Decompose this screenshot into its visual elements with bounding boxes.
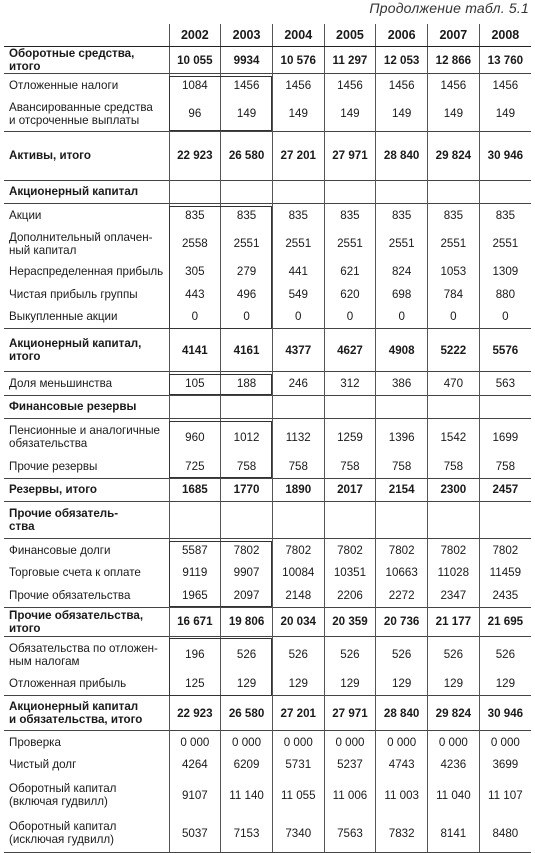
value-cell: 22 923 xyxy=(169,696,221,731)
value-cell: 526 xyxy=(376,636,428,673)
value-cell: 21 695 xyxy=(479,607,531,636)
value-cell: 1685 xyxy=(169,478,221,502)
table-row xyxy=(4,455,531,478)
value-cell: 105 xyxy=(169,372,221,396)
value-cell: 27 971 xyxy=(324,696,376,731)
value-cell: 1456 xyxy=(479,74,531,97)
row-label: Финансовые резервы xyxy=(4,395,169,419)
table-row xyxy=(4,372,531,396)
value-cell: 305 xyxy=(169,261,221,284)
value-cell: 12 866 xyxy=(428,47,480,74)
value-cell: 279 xyxy=(221,261,273,284)
value-cell: 9107 xyxy=(169,776,221,814)
value-cell: 526 xyxy=(324,636,376,673)
value-cell: 246 xyxy=(272,372,324,396)
value-cell: 1456 xyxy=(376,74,428,97)
row-label: Оборотный капитал (исключая гудвилл) xyxy=(4,814,169,853)
value-cell: 1456 xyxy=(272,74,324,97)
value-cell: 19 806 xyxy=(221,607,273,636)
value-cell: 20 034 xyxy=(272,607,324,636)
table-row xyxy=(4,204,531,227)
value-cell: 11 107 xyxy=(479,776,531,814)
row-label: Резервы, итого xyxy=(4,478,169,502)
value-cell: 4161 xyxy=(221,329,273,372)
year-header: 2004 xyxy=(272,24,324,47)
year-header: 2008 xyxy=(479,24,531,47)
value-cell: 2272 xyxy=(376,584,428,607)
value-cell: 5037 xyxy=(169,814,221,853)
value-cell: 11 003 xyxy=(376,776,428,814)
balance-table-container xyxy=(4,24,531,853)
value-cell: 9907 xyxy=(221,562,273,585)
value-cell xyxy=(479,395,531,419)
value-cell: 0 xyxy=(221,306,273,329)
value-cell: 1770 xyxy=(221,478,273,502)
value-cell: 2347 xyxy=(428,584,480,607)
value-cell: 7802 xyxy=(324,539,376,562)
header-label-cell xyxy=(4,24,169,47)
row-label: Авансированные средства и отсроченные выплаты xyxy=(9,100,153,127)
value-cell xyxy=(272,502,324,539)
value-cell: 2551 xyxy=(221,227,273,261)
table-row xyxy=(4,395,531,419)
value-cell: 1012 xyxy=(221,419,273,456)
value-cell xyxy=(428,502,480,539)
value-cell: 4236 xyxy=(428,754,480,777)
value-cell: 26 580 xyxy=(221,131,273,180)
value-cell xyxy=(479,502,531,539)
value-cell: 30 946 xyxy=(479,131,531,180)
value-cell: 758 xyxy=(428,455,480,478)
value-cell: 26 580 xyxy=(221,696,273,731)
table-row xyxy=(4,814,531,853)
value-cell: 28 840 xyxy=(376,696,428,731)
value-cell: 96 xyxy=(169,97,221,132)
row-label: Чистый долг xyxy=(9,758,77,772)
value-cell: 4141 xyxy=(169,329,221,372)
value-cell: 526 xyxy=(272,636,324,673)
value-cell xyxy=(272,180,324,204)
value-cell: 2551 xyxy=(428,227,480,261)
value-cell: 1890 xyxy=(272,478,324,502)
value-cell: 441 xyxy=(272,261,324,284)
table-row xyxy=(4,584,531,607)
value-cell: 835 xyxy=(169,204,221,227)
value-cell: 2551 xyxy=(272,227,324,261)
value-cell: 620 xyxy=(324,283,376,306)
value-cell: 22 923 xyxy=(169,131,221,180)
value-cell: 7153 xyxy=(221,814,273,853)
value-cell: 1396 xyxy=(376,419,428,456)
value-cell: 30 946 xyxy=(479,696,531,731)
value-cell: 20 736 xyxy=(376,607,428,636)
value-cell: 880 xyxy=(479,283,531,306)
value-cell: 1456 xyxy=(221,74,273,97)
value-cell xyxy=(376,395,428,419)
value-cell: 835 xyxy=(272,204,324,227)
table-row xyxy=(4,562,531,585)
table-row xyxy=(4,696,531,731)
value-cell: 2300 xyxy=(428,478,480,502)
value-cell: 4908 xyxy=(376,329,428,372)
table-row xyxy=(4,478,531,502)
row-label: Прочие обязательства, итого xyxy=(4,607,169,636)
value-cell: 7802 xyxy=(221,539,273,562)
row-label: Нераспределенная прибыль xyxy=(9,265,164,279)
value-cell: 0 000 xyxy=(479,731,531,754)
value-cell: 2551 xyxy=(324,227,376,261)
value-cell: 4264 xyxy=(169,754,221,777)
value-cell: 7832 xyxy=(376,814,428,853)
year-header: 2002 xyxy=(169,24,221,47)
row-label: Пенсионные и аналогичные обязательства xyxy=(4,419,169,456)
value-cell: 188 xyxy=(221,372,273,396)
value-cell: 129 xyxy=(376,673,428,696)
row-label: Дополнительный оплачен- ный капитал xyxy=(9,230,153,257)
value-cell: 1699 xyxy=(479,419,531,456)
value-cell: 12 053 xyxy=(376,47,428,74)
row-label: Прочие обязательства xyxy=(9,588,131,602)
value-cell: 2457 xyxy=(479,478,531,502)
value-cell: 621 xyxy=(324,261,376,284)
table-row xyxy=(4,731,531,754)
value-cell: 129 xyxy=(324,673,376,696)
table-row xyxy=(4,261,531,284)
row-label: Оборотный капитал (включая гудвилл) xyxy=(9,782,117,808)
value-cell: 4377 xyxy=(272,329,324,372)
value-cell: 1309 xyxy=(479,261,531,284)
value-cell: 0 000 xyxy=(324,731,376,754)
value-cell xyxy=(221,395,273,419)
value-cell: 11 006 xyxy=(324,776,376,814)
row-label: Оборотные средства, итого xyxy=(4,47,169,74)
value-cell: 1053 xyxy=(428,261,480,284)
value-cell: 11 140 xyxy=(221,776,273,814)
year-header: 2005 xyxy=(324,24,376,47)
value-cell: 563 xyxy=(479,372,531,396)
value-cell: 11028 xyxy=(428,562,480,585)
value-cell: 7802 xyxy=(272,539,324,562)
value-cell: 0 000 xyxy=(169,731,221,754)
value-cell xyxy=(272,395,324,419)
value-cell: 0 xyxy=(272,306,324,329)
value-cell: 125 xyxy=(169,673,221,696)
value-cell: 7802 xyxy=(428,539,480,562)
value-cell: 698 xyxy=(376,283,428,306)
row-label: Чистая прибыль группы xyxy=(9,287,138,301)
value-cell: 470 xyxy=(428,372,480,396)
value-cell: 21 177 xyxy=(428,607,480,636)
value-cell: 1259 xyxy=(324,419,376,456)
value-cell: 4743 xyxy=(376,754,428,777)
value-cell: 758 xyxy=(221,455,273,478)
row-label: Доля меньшинства xyxy=(4,372,169,396)
value-cell: 10351 xyxy=(324,562,376,585)
table-row xyxy=(4,180,531,204)
value-cell: 0 000 xyxy=(272,731,324,754)
table-row xyxy=(4,329,531,372)
value-cell: 129 xyxy=(221,673,273,696)
value-cell: 526 xyxy=(221,636,273,673)
value-cell: 443 xyxy=(169,283,221,306)
table-row xyxy=(4,227,531,261)
value-cell: 725 xyxy=(169,455,221,478)
value-cell: 758 xyxy=(376,455,428,478)
value-cell: 129 xyxy=(272,673,324,696)
value-cell xyxy=(428,395,480,419)
value-cell: 10663 xyxy=(376,562,428,585)
value-cell: 28 840 xyxy=(376,131,428,180)
value-cell xyxy=(169,180,221,204)
value-cell: 549 xyxy=(272,283,324,306)
value-cell: 2558 xyxy=(169,227,221,261)
value-cell: 7563 xyxy=(324,814,376,853)
value-cell xyxy=(324,395,376,419)
value-cell: 11 297 xyxy=(324,47,376,74)
balance-table xyxy=(4,24,531,853)
value-cell xyxy=(221,180,273,204)
value-cell: 7802 xyxy=(376,539,428,562)
value-cell xyxy=(376,180,428,204)
row-label: Финансовые долги xyxy=(4,539,169,562)
value-cell: 5237 xyxy=(324,754,376,777)
value-cell: 27 201 xyxy=(272,131,324,180)
row-label: Обязательства по отложен- ным налогам xyxy=(4,636,169,673)
table-row xyxy=(4,776,531,814)
year-header: 2006 xyxy=(376,24,428,47)
value-cell: 7340 xyxy=(272,814,324,853)
value-cell: 496 xyxy=(221,283,273,306)
table-row xyxy=(4,283,531,306)
table-row xyxy=(4,502,531,539)
value-cell: 10 576 xyxy=(272,47,324,74)
value-cell: 0 xyxy=(428,306,480,329)
value-cell xyxy=(479,180,531,204)
table-row xyxy=(4,74,531,97)
value-cell: 1965 xyxy=(169,584,221,607)
year-header: 2003 xyxy=(221,24,273,47)
table-row xyxy=(4,607,531,636)
value-cell: 29 824 xyxy=(428,696,480,731)
value-cell: 835 xyxy=(428,204,480,227)
row-label: Прочие обязатель- ства xyxy=(4,502,169,539)
value-cell: 27 201 xyxy=(272,696,324,731)
value-cell: 758 xyxy=(324,455,376,478)
value-cell: 129 xyxy=(479,673,531,696)
value-cell: 835 xyxy=(221,204,273,227)
value-cell: 2017 xyxy=(324,478,376,502)
value-cell: 835 xyxy=(324,204,376,227)
row-label: Акции xyxy=(4,204,169,227)
value-cell: 11 055 xyxy=(272,776,324,814)
value-cell: 2435 xyxy=(479,584,531,607)
value-cell: 526 xyxy=(428,636,480,673)
value-cell: 1456 xyxy=(324,74,376,97)
value-cell: 13 760 xyxy=(479,47,531,74)
value-cell: 1542 xyxy=(428,419,480,456)
value-cell: 16 671 xyxy=(169,607,221,636)
value-cell: 2154 xyxy=(376,478,428,502)
row-label: Акционерный капитал и обязательства, итого xyxy=(4,696,169,731)
value-cell: 835 xyxy=(376,204,428,227)
value-cell: 0 000 xyxy=(221,731,273,754)
table-row xyxy=(4,539,531,562)
value-cell: 2097 xyxy=(221,584,273,607)
table-row xyxy=(4,419,531,456)
table-caption: Продолжение табл. 5.1 xyxy=(369,0,529,16)
value-cell: 196 xyxy=(169,636,221,673)
value-cell: 960 xyxy=(169,419,221,456)
row-label: Отложенная прибыль xyxy=(9,677,127,691)
table-row xyxy=(4,636,531,673)
row-label: Акционерный капитал, итого xyxy=(4,329,169,372)
value-cell: 4627 xyxy=(324,329,376,372)
row-label: Прочие резервы xyxy=(9,459,98,473)
value-cell: 20 359 xyxy=(324,607,376,636)
value-cell: 8480 xyxy=(479,814,531,853)
value-cell: 2206 xyxy=(324,584,376,607)
value-cell: 29 824 xyxy=(428,131,480,180)
value-cell: 149 xyxy=(479,97,531,132)
value-cell: 0 000 xyxy=(428,731,480,754)
value-cell: 3699 xyxy=(479,754,531,777)
value-cell: 2148 xyxy=(272,584,324,607)
value-cell: 312 xyxy=(324,372,376,396)
value-cell: 149 xyxy=(221,97,273,132)
value-cell: 386 xyxy=(376,372,428,396)
year-header: 2007 xyxy=(428,24,480,47)
table-row xyxy=(4,754,531,777)
value-cell xyxy=(324,502,376,539)
value-cell: 5222 xyxy=(428,329,480,372)
value-cell: 0 xyxy=(376,306,428,329)
value-cell: 1456 xyxy=(428,74,480,97)
value-cell: 9934 xyxy=(221,47,273,74)
value-cell: 758 xyxy=(479,455,531,478)
value-cell: 0 xyxy=(324,306,376,329)
value-cell: 0 xyxy=(479,306,531,329)
value-cell: 5587 xyxy=(169,539,221,562)
header-row xyxy=(4,24,531,47)
value-cell: 5576 xyxy=(479,329,531,372)
row-label: Торговые счета к оплате xyxy=(9,566,141,580)
table-row xyxy=(4,131,531,180)
value-cell: 1084 xyxy=(169,74,221,97)
table-row xyxy=(4,673,531,696)
value-cell: 526 xyxy=(479,636,531,673)
value-cell xyxy=(428,180,480,204)
value-cell: 11 040 xyxy=(428,776,480,814)
row-label: Отложенные налоги xyxy=(4,74,169,97)
value-cell: 824 xyxy=(376,261,428,284)
value-cell: 2551 xyxy=(376,227,428,261)
value-cell: 6209 xyxy=(221,754,273,777)
value-cell: 1132 xyxy=(272,419,324,456)
value-cell: 2551 xyxy=(479,227,531,261)
table-row xyxy=(4,306,531,329)
value-cell: 835 xyxy=(479,204,531,227)
value-cell xyxy=(169,502,221,539)
value-cell: 10 055 xyxy=(169,47,221,74)
value-cell: 784 xyxy=(428,283,480,306)
value-cell: 149 xyxy=(324,97,376,132)
value-cell: 10084 xyxy=(272,562,324,585)
value-cell xyxy=(324,180,376,204)
value-cell: 129 xyxy=(428,673,480,696)
value-cell: 9119 xyxy=(169,562,221,585)
row-label: Активы, итого xyxy=(4,131,169,180)
value-cell: 5731 xyxy=(272,754,324,777)
table-row xyxy=(4,97,531,132)
value-cell: 8141 xyxy=(428,814,480,853)
value-cell: 27 971 xyxy=(324,131,376,180)
value-cell xyxy=(221,502,273,539)
value-cell xyxy=(169,395,221,419)
row-label: Выкупленные акции xyxy=(9,310,118,324)
row-label: Проверка xyxy=(4,731,169,754)
row-label: Акционерный капитал xyxy=(4,180,169,204)
value-cell: 7802 xyxy=(479,539,531,562)
value-cell: 758 xyxy=(272,455,324,478)
value-cell: 149 xyxy=(376,97,428,132)
value-cell: 149 xyxy=(428,97,480,132)
value-cell: 0 000 xyxy=(376,731,428,754)
value-cell: 149 xyxy=(272,97,324,132)
value-cell: 11459 xyxy=(479,562,531,585)
value-cell: 0 xyxy=(169,306,221,329)
table-row xyxy=(4,47,531,74)
value-cell xyxy=(376,502,428,539)
